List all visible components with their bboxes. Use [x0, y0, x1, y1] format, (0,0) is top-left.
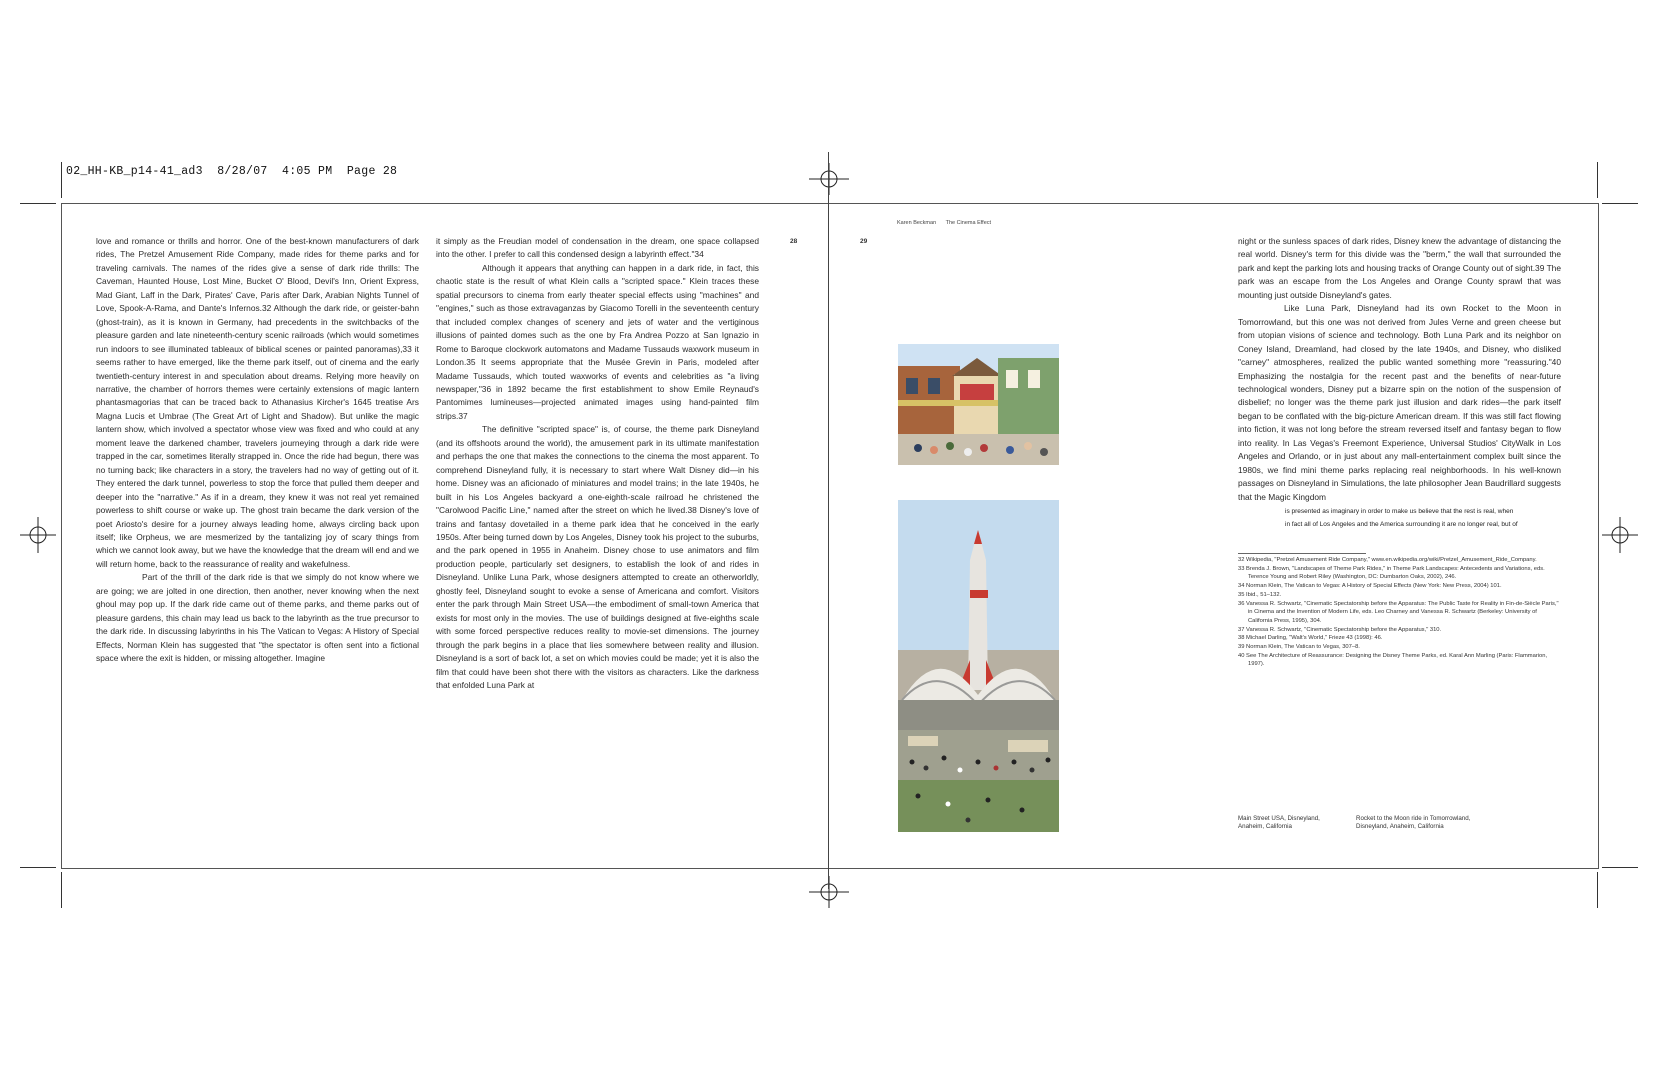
rocket-photo — [898, 500, 1059, 832]
caption-main-street: Main Street USA, Disneyland, Anaheim, California — [1238, 815, 1320, 830]
footnote: 34 Norman Klein, The Vatican to Vegas: A History of Special Effects (New York: New Press, 2004) 101. — [1238, 583, 1502, 590]
page-number-right: 29 — [860, 238, 868, 245]
footnote: 40 See The Architecture of Reassurance: Designing the Disney Theme Parks, ed. Karal Ann Marling (Paris: Flammarion, 1997). — [1238, 652, 1548, 668]
print-slug: 02_HH-KB_p14-41_ad3 8/28/07 4:05 PM Page 28 — [66, 165, 398, 178]
crop-mark — [1602, 867, 1638, 868]
paragraph: it simply as the Freudian model of condensation in the dream, one space collapsed into the other. I prefer to call this condensed design a labyrinth effect."34 — [436, 236, 759, 260]
paragraph: Although it appears that anything can happen in a dark ride, in fact, this chaotic state is the result of what Klein calls a "scripted space." Klein traces these spatial precursors to cinema from early theater special effects using "machines" and "engines," such as those extravaganzas by Giacomo Torelli in the seventeenth century that included complex changes of scenery and jets of water and the vertiginous illusions of painted domes such as the one by Fra Andrea Pozzo at San Ignazio in Rome to Baroque clockwork automatons and Madame Tussauds waxwork museum in London.35 It seems appropriate that the Musée Grevin in Paris, modeled after Madame Tussauds, which touted waxworks of events and celebrities as "a living newspaper,"36 in 1892 became the first establishment to show Emile Reynaud's Pantomimes lumineuses—projected animated images using hand-painted film strips.37 — [436, 262, 759, 421]
running-head — [897, 220, 999, 226]
quote-line: is presented as imaginary in order to make us believe that the rest is real, when — [1285, 508, 1514, 515]
registration-mark-icon — [809, 159, 849, 199]
footnotes — [1238, 556, 1562, 669]
paragraph: love and romance or thrills and horror. One of the best-known manufacturers of dark rides, The Pretzel Amusement Ride Company, made rides for theme parks and for traveling carnivals. The names of the rides give a sense of dark ride thrills: The Caveman, Haunted House, Lost Mine, Bucket O' Blood, Devil's Inn, Orient Express, Mad Giant, Laff in the Dark, Pirates' Cave, Paris after Dark, Arabian Nights Tunnel of Love, Spook-A-Rama, and Dante's Infernos.32 Although the dark ride, or geister-bahn (ghost-train), as it is known in Germany, had precedents in the switchbacks of the pleasure garden and late nineteenth-century scenic railroads (which would sometimes run indoors to see illuminated tableaux of biblical scenes or painted panoramas),33 it seems rather to have emerged, like the theme park itself, out of cinema and the early twentieth-century interest in and speculation about dreams. Relying more heavily on narrative, the chamber of horrors themes were certainly extensions of magic lantern phantasmagorias that can be traced back to Athanasius Kircher's 1645 treatise Ars Magna Lucis et Umbrae (The Great Art of Light and Shadow). But unlike the magic lantern show, which involved a spectator whose view was fixed and who could at any moment leave the darkened chamber, travelers journeying through a dark ride were trapped in the car, sometimes literally strapped in. Once the ride had begun, there was no turning back; like characters in a story, the travelers had no way of getting out of it. They entered the dark tunnel, powerless to stop the force that pulled them deeper and deeper into the "narrative." As if in a dream, they knew it was not real yet remained powerless to shift course or wake up. The ghost train became the dark version of the poet Ariosto's desire for a journey always leading home, always circling back upon itself; like Orpheus, we are mesmerized by the tantalizing joy of scary things from which we cannot look away, but we have the knowledge that the dream will end and we will return home, back to the reassurance of reality and wakefulness. — [96, 236, 419, 569]
footnote: 36 Vanessa R. Schwartz, "Cinematic Spectatorship before the Apparatus: The Public Taste for Reality in Fin-de-Siècle Paris," in Cinema and the Invention of Modern Life, eds. Leo Charney and Vanessa R. Schwartz (Berkeley: University of California Press, 1995), 304. — [1238, 600, 1559, 624]
paragraph: Part of the thrill of the dark ride is that we simply do not know where we are going; we are jolted in one direction, then another, never knowing when the next ghoul may pop up. If the dark ride came out of theme parks, and theme parks out of pleasure gardens, this chain may lead us back to the labyrinth as the true precursor to the dark ride. In discussing labyrinths in his The Vatican to Vegas: A History of Special Effects, Norman Klein has suggested that "the spectator is often sent into a fictional space where the exit is hidden, or missing altogether. Imagine — [96, 572, 419, 664]
crop-mark — [61, 162, 62, 198]
crop-mark — [20, 203, 56, 204]
footnote-rule — [1238, 553, 1366, 554]
crop-mark — [1597, 162, 1598, 198]
footnote: 35 Ibid., 51–132. — [1238, 591, 1282, 598]
paragraph: The definitive "scripted space" is, of course, the theme park Disneyland (and its offshoots around the world), the amusement park in its ultimate manifestation and perhaps the one that makes the connections to the cinema the most apparent. To comprehend Disneyland fully, it is necessary to start where Walt Disney did—in his home. Disney was an aficionado of miniatures and model trains; in the late 1940s, he built in his Los Angeles backyard a one-eighth-scale railroad he christened the "Carolwood Pacific Line," named after the street on which he lived.38 Disney's love of trains and fantasy dovetailed in a theme park idea that he conceived in the early 1950s. After being turned down by Los Angeles, Disney took his project to the suburbs, and the park opened in 1955 in Anaheim. Disney chose to use animators and film production people, particularly set designers, to establish the look of and rides in Disneyland. Unlike Luna Park, whose designers attempted to create an otherworldly, ghostly feel, Disneyland sought to evoke a sense of Americana and comfort. Visitors enter the park through Main Street USA—the embodiment of small-town America that exists for most only in the movies. The use of buildings designed at five-eighths scale with some forced perspective reduces reality to movie-set dimensions. The journey through the park begins in a place that lies somewhere between reality and illusion. Disneyland is a sort of back lot, a set on which movies could be made; yet it is also the film that could have been shot there with the visitors as characters. Like the darkness that enfolded Luna Park at — [436, 424, 759, 690]
crop-mark — [61, 872, 62, 908]
running-head-author: Karen Beckman — [897, 220, 937, 226]
running-head-title: The Cinema Effect — [945, 220, 992, 226]
paragraph: night or the sunless spaces of dark rides, Disney knew the advantage of distancing the real world. Disney's term for this divide was the "berm," the wall that surrounded the park and kept the parking lots and housing tracks of Orange County out of sight.39 The park was an escape from the Los Angeles and Orange County sprawl that was mounting just outside Disneyland's gates. — [1238, 236, 1561, 300]
page-28-column-2 — [436, 235, 759, 692]
page-29-column — [1238, 235, 1561, 504]
crop-mark — [1597, 872, 1598, 908]
caption-rocket: Rocket to the Moon ride in Tomorrowland, Disneyland, Anaheim, California — [1356, 815, 1471, 830]
footnote: 39 Norman Klein, The Vatican to Vegas, 307–8. — [1238, 644, 1360, 651]
registration-mark-icon — [18, 515, 58, 555]
registration-mark-icon — [1600, 515, 1640, 555]
footnote: 32 Wikipedia, "Pretzel Amusement Ride Company," www.en.wikipedia.org/wiki/Pretzel_Amusement_Ride_Company. — [1238, 557, 1537, 563]
footnote: 33 Brenda J. Brown, "Landscapes of Theme Park Rides," in Theme Park Landscapes: Antecedents and Variations, eds. Terence Young and Robert Riley (Washington, DC: Dumbarton Oaks, 2002), 246. — [1238, 565, 1545, 581]
crop-mark — [20, 867, 56, 868]
footnote: 37 Vanessa R. Schwartz, "Cinematic Spectatorship before the Apparatus," 310. — [1238, 626, 1442, 633]
footnote: 38 Michael Darling, "Walt's World," Frieze 43 (1998): 46. — [1238, 635, 1383, 642]
block-quote — [1285, 505, 1575, 531]
paragraph: Like Luna Park, Disneyland had its own Rocket to the Moon in Tomorrowland, but this one was not derived from Jules Verne and green cheese but from utopian visions of science and technology. Both Luna Park and its neighbor on Coney Island, Dreamland, had closed by the late 1940s, and Disney, who disliked "carney" atmospheres, realized the public wanted something more "reassuring."40 Emphasizing the nostalgia for the recent past and the benefits of near-future technological wonders, Disney put a bizarre spin on the notion of the suspension of disbelief; no longer was the theme park just illusion and dark rides—the park itself began to be conflated with the big-picture American dream. If this was still fact flowing into fiction, it was not long before the stream reversed itself and fantasy began to flow into reality. In Las Vegas's Freemont Experience, Universal Studios' CityWalk in Los Angeles and Orlando, or in just about any mall-entertainment complex built since the 1980s, we find mini theme parks replacing real neighborhoods. In his well-known passages on Disneyland in Simulations, the late philosopher Jean Baudrillard suggests that the Magic Kingdom — [1238, 303, 1561, 502]
page-number-left: 28 — [790, 238, 798, 245]
registration-mark-icon — [809, 872, 849, 912]
page-28-column-1 — [96, 235, 419, 666]
spine-gutter — [828, 152, 829, 889]
main-street-photo — [898, 344, 1059, 465]
crop-mark — [1602, 203, 1638, 204]
quote-line: in fact all of Los Angeles and the America surrounding it are no longer real, but of — [1285, 521, 1518, 528]
